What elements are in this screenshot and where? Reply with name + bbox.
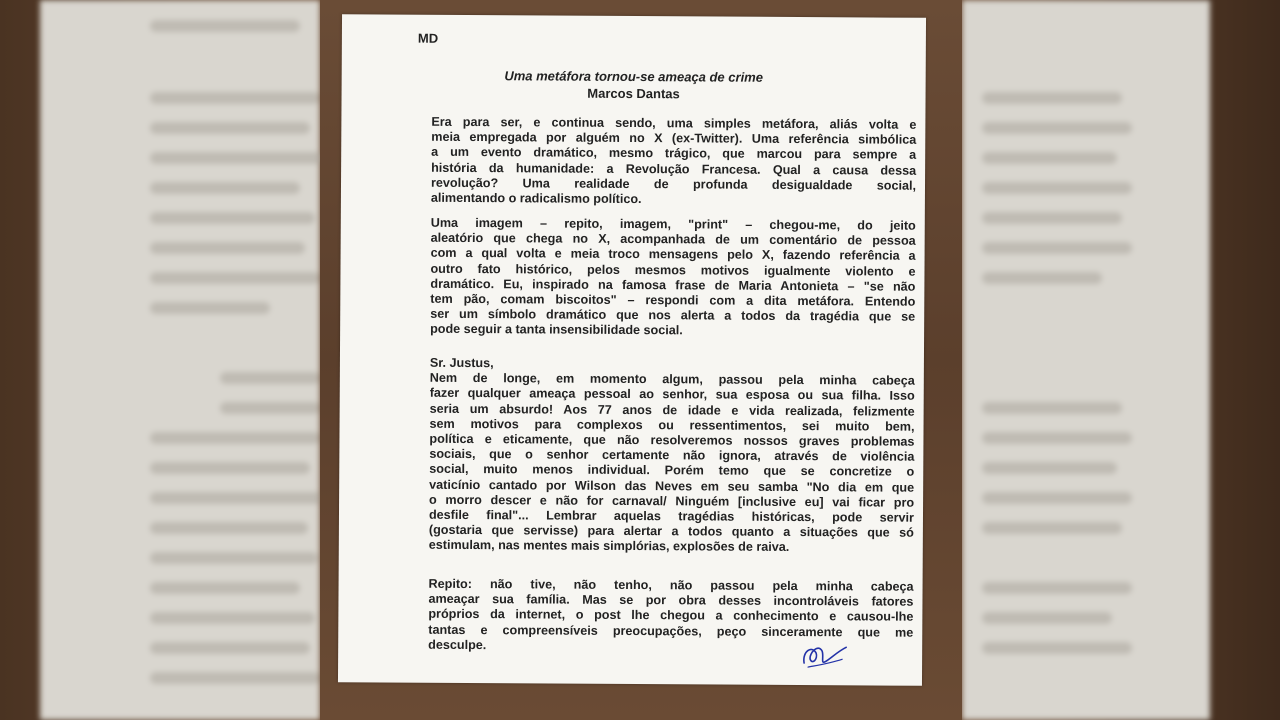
paragraph-3 xyxy=(429,356,915,557)
text-line: Uma imagem – repito, imagem, "print" – chegou-me, do jeito xyxy=(430,215,916,233)
text-line: vaticínio cantado por Wilson das Neves em seu samba "No dia em que xyxy=(429,477,915,495)
text-line: fazer qualquer ameaça pessoal ao senhor, sua esposa ou sua filha. Isso xyxy=(429,386,915,404)
letter-page xyxy=(338,14,926,686)
document-title: Uma metáfora tornou-se ameaça de crime xyxy=(504,68,764,85)
blurred-paper-left xyxy=(40,0,320,720)
text-line: outro fato histórico, pelos mesmos motivos igualmente violento e xyxy=(430,261,916,279)
text-line: política e eticamente, que não resolveremos nossos graves problemas xyxy=(429,431,915,449)
text-line: revolução? Uma realidade de profunda desigualdade social, xyxy=(430,175,917,193)
text-line: desfile final"... Lembrar aquelas tragédias históricas, pode servir xyxy=(428,507,915,525)
text-line: Repito: não tive, não tenho, não passou pela minha cabeça xyxy=(428,576,914,594)
blurred-background-left xyxy=(0,0,320,720)
text-line: com a qual volta e meia troco mensagens pelo X, fazendo referência a xyxy=(430,246,916,264)
text-line: Era para ser, e continua sendo, uma simples metáfora, aliás volta e xyxy=(431,114,917,132)
text-line: história da humanidade: a Revolução Francesa. Qual a causa dessa xyxy=(431,160,917,178)
text-line: seria um absurdo! Aos 77 anos de idade e vida realizada, felizmente xyxy=(429,401,915,419)
text-line: próprios da internet, o post lhe chegou a conhecimento e causou-lhe xyxy=(428,607,914,625)
text-line: ser um símbolo dramático que nos alerta a todos da tragédia que se xyxy=(430,306,916,324)
text-line: dramático. Eu, inspirado na famosa frase de Maria Antonieta – "se não xyxy=(430,276,916,294)
salutation: Sr. Justus, xyxy=(429,355,494,371)
text-line: alimentando o radicalismo político. xyxy=(430,190,642,207)
text-line: pode seguir a tanta insensibilidade social. xyxy=(430,322,683,338)
text-line: sem motivos para complexos ou ressentimentos, sei muito bem, xyxy=(429,416,915,434)
paragraph-2 xyxy=(430,216,916,341)
text-line: estimulam, nas mentes mais simplórias, explosões de raiva. xyxy=(428,538,790,555)
signature-mark xyxy=(796,637,848,673)
text-line: (gostaria que servisse) para alertar a todos quanto a situações que só xyxy=(428,522,914,540)
blurred-background-right xyxy=(962,0,1280,720)
text-line: ameaçar sua família. Mas se por obra desses incontroláveis fatores xyxy=(428,591,914,609)
text-line: social, muito menos individual. Porém temo que se concretize o xyxy=(429,462,915,480)
text-line: aleatório que chega no X, acompanhada de um comentário de pessoa xyxy=(430,230,916,248)
text-line: Nem de longe, em momento algum, passou pela minha cabeça xyxy=(429,370,915,388)
paragraph-1 xyxy=(431,115,917,209)
text-line: tem pão, comam biscoitos" – respondi com a dita metáfora. Entendo xyxy=(430,291,916,309)
text-line: sociais, que o senhor certamente não ignora, através de violência xyxy=(429,446,915,464)
document-author: Marcos Dantas xyxy=(587,85,680,102)
initials-header: MD xyxy=(417,30,439,46)
text-line: a um evento dramático, mesmo trágico, que marcou para sempre a xyxy=(431,145,917,163)
text-line: meia empregada por alguém no X (ex-Twitter). Uma referência simbólica xyxy=(431,129,917,147)
blurred-paper-right xyxy=(962,0,1210,720)
text-line: o morro descer e não for carnaval/ Ninguém [inclusive eu] vai ficar pro xyxy=(429,492,915,510)
text-line: tantas e compreensíveis preocupações, peço sinceramente que me xyxy=(428,622,914,640)
text-line: desculpe. xyxy=(428,637,487,652)
